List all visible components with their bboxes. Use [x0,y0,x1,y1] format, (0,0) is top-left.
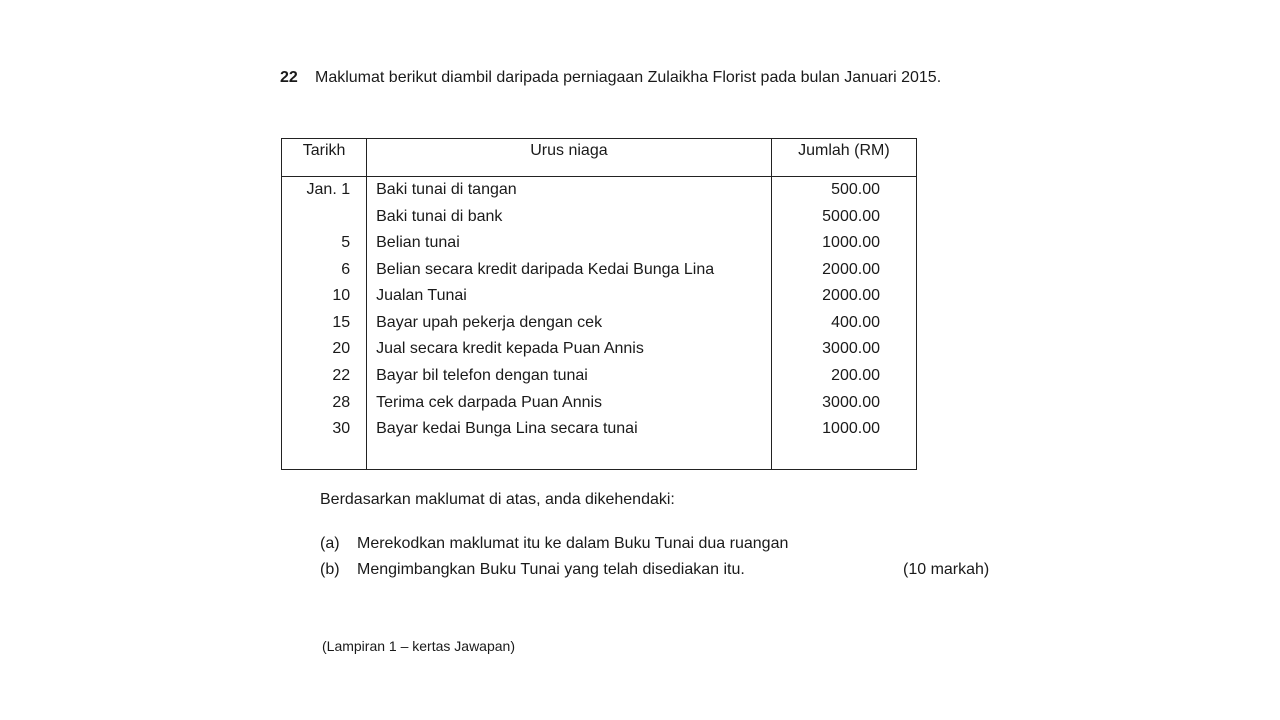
row-date: 15 [282,310,367,337]
part-b-text: Mengimbangkan Buku Tunai yang telah disediakan itu. [357,561,745,578]
table-row [282,283,917,310]
spacer-cell [367,442,772,469]
row-date: 6 [282,257,367,284]
row-date: Jan. 1 [282,177,367,204]
row-description: Baki tunai di tangan [367,177,772,204]
row-description: Jualan Tunai [367,283,772,310]
footer-note: (Lampiran 1 – kertas Jawapan) [322,638,515,654]
table-row [282,363,917,390]
table-row [282,310,917,337]
spacer-cell [771,442,916,469]
row-description: Bayar kedai Bunga Lina secara tunai [367,416,772,443]
row-description: Belian secara kredit daripada Kedai Bunga Lina [367,257,772,284]
marks-label: (10 markah) [903,561,990,578]
table-row [282,416,917,443]
row-date: 30 [282,416,367,443]
table-row [282,389,917,416]
table-row [282,257,917,284]
row-description: Bayar upah pekerja dengan cek [367,310,772,337]
row-amount: 2000.00 [771,283,916,310]
table-spacer-row [282,442,917,469]
part-b-label: (b) [320,561,340,578]
row-description: Terima cek darpada Puan Annis [367,389,772,416]
part-b [320,561,1010,579]
table-row [282,336,917,363]
row-amount: 400.00 [771,310,916,337]
header-date: Tarikh [282,139,367,177]
question-text: Maklumat berikut diambil daripada perniagaan Zulaikha Florist pada bulan Januari 2015. [315,69,942,86]
part-a [320,535,1010,553]
row-date: 28 [282,389,367,416]
table-row [282,230,917,257]
question-block [280,67,1060,89]
table-row [282,204,917,231]
row-amount: 5000.00 [771,204,916,231]
row-description: Baki tunai di bank [367,204,772,231]
question-number: 22 [280,69,298,86]
row-amount: 3000.00 [771,389,916,416]
table-header-row [282,139,917,177]
part-a-text: Merekodkan maklumat itu ke dalam Buku Tunai dua ruangan [357,535,789,552]
header-description: Urus niaga [367,139,772,177]
row-date [282,204,367,231]
row-amount: 3000.00 [771,336,916,363]
row-amount: 2000.00 [771,257,916,284]
spacer-cell [282,442,367,469]
header-amount: Jumlah (RM) [771,139,916,177]
row-amount: 1000.00 [771,416,916,443]
row-date: 20 [282,336,367,363]
row-amount: 200.00 [771,363,916,390]
transactions-table [281,138,917,470]
row-date: 5 [282,230,367,257]
instructions-intro: Berdasarkan maklumat di atas, anda dikehendaki: [320,491,675,508]
row-amount: 1000.00 [771,230,916,257]
row-date: 22 [282,363,367,390]
row-description: Belian tunai [367,230,772,257]
table-body [282,177,917,470]
part-a-label: (a) [320,535,340,552]
row-description: Jual secara kredit kepada Puan Annis [367,336,772,363]
row-description: Bayar bil telefon dengan tunai [367,363,772,390]
table-row [282,177,917,204]
row-date: 10 [282,283,367,310]
row-amount: 500.00 [771,177,916,204]
